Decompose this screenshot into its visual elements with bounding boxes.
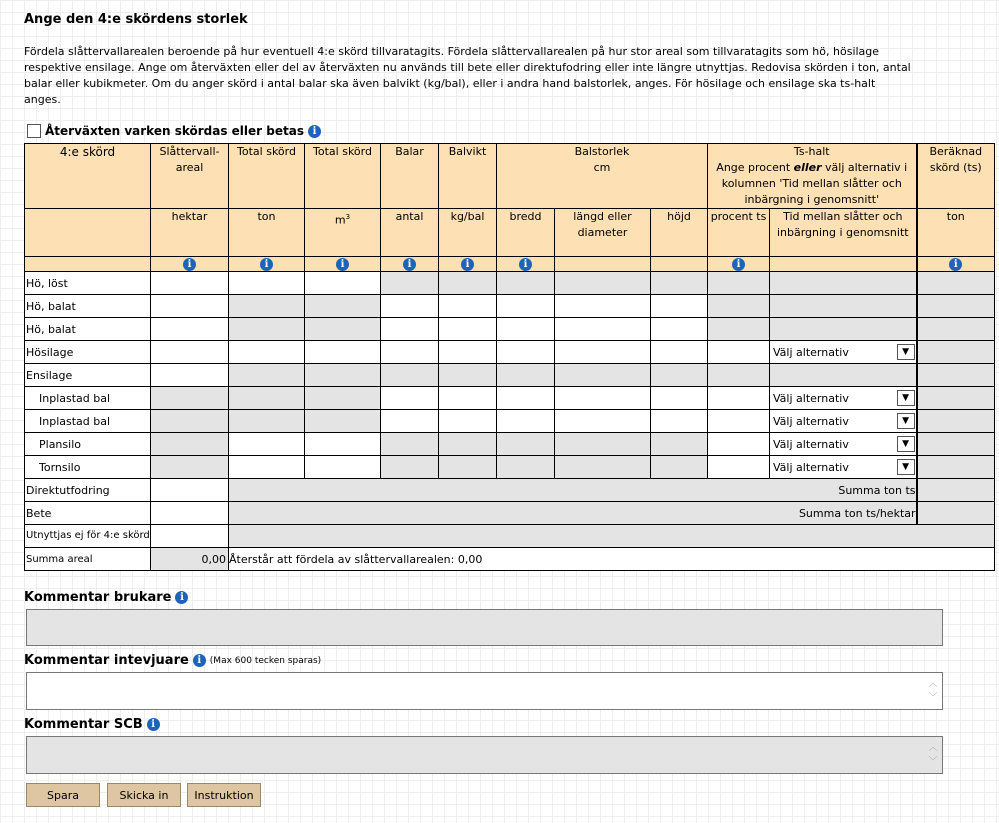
cell-disabled (229, 387, 305, 410)
info-icon[interactable]: i (147, 718, 160, 731)
balstorlek-unit: cm (593, 161, 611, 174)
select-box[interactable] (770, 456, 916, 478)
ts-description (708, 160, 916, 208)
select-box[interactable] (770, 433, 916, 455)
regrowth-option (27, 124, 321, 138)
summa-ton-ts-hektar-value (917, 502, 995, 525)
input-areal[interactable] (151, 341, 229, 364)
scroll-arrows-icon[interactable]: ︿ ﹀ (928, 743, 938, 767)
input-procent[interactable] (708, 341, 770, 364)
ts-desc-post: välj alternativ i kolumnen 'Tid mellan slåtter och inbärgning i genomsnitt' (721, 161, 908, 206)
cell-disabled (151, 387, 229, 410)
kommentar-brukare-label: Kommentar brukare (24, 590, 172, 605)
header-beraknad: Beräknad skörd (ts) (917, 144, 995, 209)
info-icon[interactable]: i (403, 258, 416, 271)
info-icon[interactable]: i (260, 258, 273, 271)
row-label: Hösilage (25, 341, 151, 364)
icon-cell (555, 257, 651, 272)
row-ho-lost (25, 272, 995, 295)
select-tid[interactable] (770, 387, 917, 410)
input-antal[interactable] (381, 295, 439, 318)
cell-disabled (497, 272, 555, 295)
unit-empty (25, 209, 151, 257)
chevron-down-icon[interactable]: ▼ (897, 413, 915, 429)
chevron-down-icon[interactable]: ▼ (897, 436, 915, 452)
header-4e-skord: 4:e skörd (25, 144, 151, 209)
select-value: Välj alternativ (773, 460, 849, 474)
input-kgbal[interactable] (439, 410, 497, 433)
cell-beraknad (917, 433, 995, 456)
select-value: Välj alternativ (773, 345, 849, 359)
ts-desc-em: eller (793, 161, 822, 174)
save-button[interactable]: Spara (26, 783, 100, 807)
select-box[interactable] (770, 387, 916, 409)
harvest-table (24, 143, 995, 571)
input-antal[interactable] (381, 410, 439, 433)
cell-disabled (439, 272, 497, 295)
row-tornsilo (25, 456, 995, 479)
header-balvikt: Balvikt (439, 144, 497, 209)
input-bredd[interactable] (497, 410, 555, 433)
cell-disabled (651, 272, 708, 295)
chevron-down-icon[interactable]: ▼ (897, 390, 915, 406)
cell-beraknad (917, 456, 995, 479)
balstorlek-title: Balstorlek (574, 145, 630, 158)
row-utnyttjas-ej (25, 525, 995, 548)
info-icon[interactable]: i (732, 258, 745, 271)
cell-beraknad (917, 410, 995, 433)
cell-disabled (305, 318, 381, 341)
cell-disabled (229, 410, 305, 433)
header-total-m3: Total skörd (305, 144, 381, 209)
input-bredd[interactable] (497, 295, 555, 318)
select-box[interactable] (770, 341, 916, 363)
info-icon[interactable]: i (336, 258, 349, 271)
row-label: Inplastad bal (25, 387, 151, 410)
cell-beraknad (917, 341, 995, 364)
icon-cell (151, 257, 229, 272)
input-kgbal[interactable] (439, 318, 497, 341)
input-areal[interactable] (151, 502, 229, 525)
info-icon[interactable]: i (175, 591, 188, 604)
unit-ton-ts: ton (917, 209, 995, 257)
input-ton[interactable] (229, 433, 305, 456)
page-title: Ange den 4:e skördens storlek (24, 12, 248, 27)
kommentar-scb-heading (24, 717, 160, 732)
input-areal[interactable] (151, 525, 229, 548)
select-tid[interactable] (770, 433, 917, 456)
cell-disabled (497, 364, 555, 387)
input-procent[interactable] (708, 456, 770, 479)
unit-langd: längd eller diameter (555, 209, 651, 257)
cell-disabled (555, 272, 651, 295)
input-hojd[interactable] (651, 295, 708, 318)
input-hojd[interactable] (651, 410, 708, 433)
cell-disabled (497, 433, 555, 456)
intro-text: Fördela slåttervallarealen beroende på hur eventuell 4:e skörd tillvaratagits. Fördela slåttervallarealen på hur stor areal som tillvaratagits som hö, hösilage respektive ensilage. Ange om återväxten eller del av återväxten nu används till bete eller direktufodring eller inte längre utnyttjas. Redovisa skörden i ton, antal balar eller kubikmeter. Om du anger skörd i antal balar ska även balvikt (kg/bal), eller i andra hand balstorlek, anges. För hösilage och ensilage ska ts-halt anges. (24, 45, 911, 106)
unit-m3-sup: 3 (345, 213, 351, 221)
input-ton[interactable] (229, 272, 305, 295)
select-value: Välj alternativ (773, 391, 849, 405)
remaining-text: Återstår att fördela av slåttervallarealen: 0,00 (229, 548, 995, 571)
input-hojd[interactable] (651, 387, 708, 410)
cell-disabled (708, 364, 770, 387)
unit-antal: antal (381, 209, 439, 257)
scroll-arrows-icon[interactable]: ︿ ﹀ (928, 679, 938, 703)
header-areal: Slåttervall-areal (151, 144, 229, 209)
input-bredd[interactable] (497, 341, 555, 364)
kommentar-intervjuare-label: Kommentar intevjuare (24, 653, 189, 668)
input-m3[interactable] (305, 341, 381, 364)
input-bredd[interactable] (497, 318, 555, 341)
icon-cell (651, 257, 708, 272)
cell-disabled (305, 410, 381, 433)
kommentar-scb-field[interactable] (26, 736, 943, 774)
cell-disabled (555, 456, 651, 479)
icon-cell (305, 257, 381, 272)
cell-disabled (555, 433, 651, 456)
cell-disabled (229, 525, 995, 548)
header-ts-halt (708, 144, 917, 209)
info-icon[interactable]: i (183, 258, 196, 271)
row-ho-balat (25, 295, 995, 318)
regrowth-checkbox[interactable] (27, 124, 41, 138)
icon-cell (25, 257, 151, 272)
input-langd[interactable] (555, 387, 651, 410)
input-ton[interactable] (229, 341, 305, 364)
input-procent[interactable] (708, 387, 770, 410)
header-total-ton: Total skörd (229, 144, 305, 209)
unit-m3 (305, 209, 381, 257)
cell-disabled (229, 318, 305, 341)
cell-disabled (770, 272, 917, 295)
input-bredd[interactable] (497, 387, 555, 410)
row-direktutfodring (25, 479, 995, 502)
input-hojd[interactable] (651, 318, 708, 341)
row-label: Plansilo (25, 433, 151, 456)
row-label: Direktutfodring (25, 479, 151, 502)
summa-areal-label: Summa areal (25, 548, 151, 571)
kommentar-intervjuare-heading (24, 653, 321, 668)
instruction-button[interactable]: Instruktion (187, 783, 261, 807)
input-procent[interactable] (708, 410, 770, 433)
kommentar-scb-label: Kommentar SCB (24, 717, 143, 732)
cell-disabled (555, 364, 651, 387)
input-m3[interactable] (305, 456, 381, 479)
row-label: Utnyttjas ej för 4:e skörd (25, 525, 151, 548)
cell-disabled (381, 364, 439, 387)
regrowth-label: Återväxten varken skördas eller betas (45, 124, 304, 138)
unit-kgbal: kg/bal (439, 209, 497, 257)
row-hosilage (25, 341, 995, 364)
row-inplastad-bal (25, 410, 995, 433)
select-value: Välj alternativ (773, 414, 849, 428)
input-areal[interactable] (151, 318, 229, 341)
ts-desc-pre: Ange procent (716, 161, 794, 174)
row-label: Hö, balat (25, 295, 151, 318)
input-antal[interactable] (381, 341, 439, 364)
chevron-down-icon[interactable]: ▼ (897, 459, 915, 475)
kommentar-brukare-heading (24, 590, 188, 605)
input-m3[interactable] (305, 272, 381, 295)
cell-disabled (651, 364, 708, 387)
input-m3[interactable] (305, 433, 381, 456)
unit-hojd: höjd (651, 209, 708, 257)
kommentar-intervjuare-note: (Max 600 tecken sparas) (209, 655, 322, 666)
cell-disabled (151, 433, 229, 456)
row-label: Hö, balat (25, 318, 151, 341)
cell-disabled (381, 456, 439, 479)
input-procent[interactable] (708, 433, 770, 456)
cell-disabled (770, 364, 917, 387)
icon-cell (770, 257, 917, 272)
cell-disabled (651, 433, 708, 456)
row-ho-balat (25, 318, 995, 341)
cell-disabled (708, 295, 770, 318)
input-areal[interactable] (151, 272, 229, 295)
cell-disabled (305, 295, 381, 318)
icon-cell (917, 257, 995, 272)
row-label: Ensilage (25, 364, 151, 387)
input-kgbal[interactable] (439, 295, 497, 318)
row-ensilage (25, 364, 995, 387)
info-icon[interactable]: i (308, 125, 321, 138)
cell-disabled (497, 456, 555, 479)
input-areal[interactable] (151, 364, 229, 387)
header-balar: Balar (381, 144, 439, 209)
unit-tid: Tid mellan slåtter och inbärgning i genomsnitt (770, 209, 917, 257)
cell-disabled (151, 410, 229, 433)
cell-disabled (651, 456, 708, 479)
row-bete (25, 502, 995, 525)
input-ton[interactable] (229, 456, 305, 479)
ts-title: Ts-halt (793, 145, 830, 158)
input-kgbal[interactable] (439, 341, 497, 364)
unit-hektar: hektar (151, 209, 229, 257)
row-plansilo (25, 433, 995, 456)
icon-cell (229, 257, 305, 272)
cell-disabled (770, 295, 917, 318)
input-kgbal[interactable] (439, 387, 497, 410)
input-langd[interactable] (555, 295, 651, 318)
info-icon[interactable]: i (949, 258, 962, 271)
cell-beraknad (917, 272, 995, 295)
select-box[interactable] (770, 410, 916, 432)
cell-disabled (381, 272, 439, 295)
input-antal[interactable] (381, 318, 439, 341)
info-icon[interactable]: i (193, 654, 206, 667)
unit-m3-base: m (334, 213, 346, 227)
row-label: Inplastad bal (25, 410, 151, 433)
kommentar-brukare-field[interactable] (26, 609, 943, 646)
cell-disabled (770, 318, 917, 341)
row-label: Tornsilo (25, 456, 151, 479)
info-icon[interactable]: i (461, 258, 474, 271)
input-langd[interactable] (555, 318, 651, 341)
cell-disabled (439, 364, 497, 387)
cell-disabled (151, 456, 229, 479)
cell-disabled (229, 295, 305, 318)
summa-ton-ts-label: Summa ton ts (229, 479, 917, 502)
input-areal[interactable] (151, 295, 229, 318)
icon-cell (381, 257, 439, 272)
row-label: Bete (25, 502, 151, 525)
row-label: Hö, löst (25, 272, 151, 295)
icon-cell (439, 257, 497, 272)
unit-procent: procent ts (708, 209, 770, 257)
cell-disabled (305, 364, 381, 387)
cell-beraknad (917, 387, 995, 410)
summa-ton-ts-hektar-label: Summa ton ts/hektar (229, 502, 917, 525)
cell-beraknad (917, 364, 995, 387)
unit-bredd: bredd (497, 209, 555, 257)
row-summa-areal (25, 548, 995, 571)
icon-cell (497, 257, 555, 272)
input-hojd[interactable] (651, 341, 708, 364)
input-antal[interactable] (381, 387, 439, 410)
chevron-down-icon[interactable]: ▼ (897, 344, 915, 360)
input-langd[interactable] (555, 341, 651, 364)
icon-cell (708, 257, 770, 272)
input-langd[interactable] (555, 410, 651, 433)
input-areal[interactable] (151, 479, 229, 502)
cell-disabled (229, 364, 305, 387)
select-tid[interactable] (770, 456, 917, 479)
cell-disabled (439, 456, 497, 479)
unit-ton: ton (229, 209, 305, 257)
cell-beraknad (917, 295, 995, 318)
select-tid[interactable] (770, 410, 917, 433)
cell-disabled (439, 433, 497, 456)
cell-disabled (708, 318, 770, 341)
select-value: Välj alternativ (773, 437, 849, 451)
header-balstorlek (497, 144, 708, 209)
summa-ton-ts-value (917, 479, 995, 502)
cell-beraknad (917, 318, 995, 341)
send-button[interactable]: Skicka in (107, 783, 181, 807)
cell-disabled (305, 387, 381, 410)
kommentar-intervjuare-field[interactable] (26, 672, 943, 710)
info-icon[interactable]: i (519, 258, 532, 271)
select-tid[interactable] (770, 341, 917, 364)
cell-disabled (708, 272, 770, 295)
row-inplastad-bal (25, 387, 995, 410)
summa-areal-value: 0,00 (151, 548, 229, 571)
cell-disabled (381, 433, 439, 456)
